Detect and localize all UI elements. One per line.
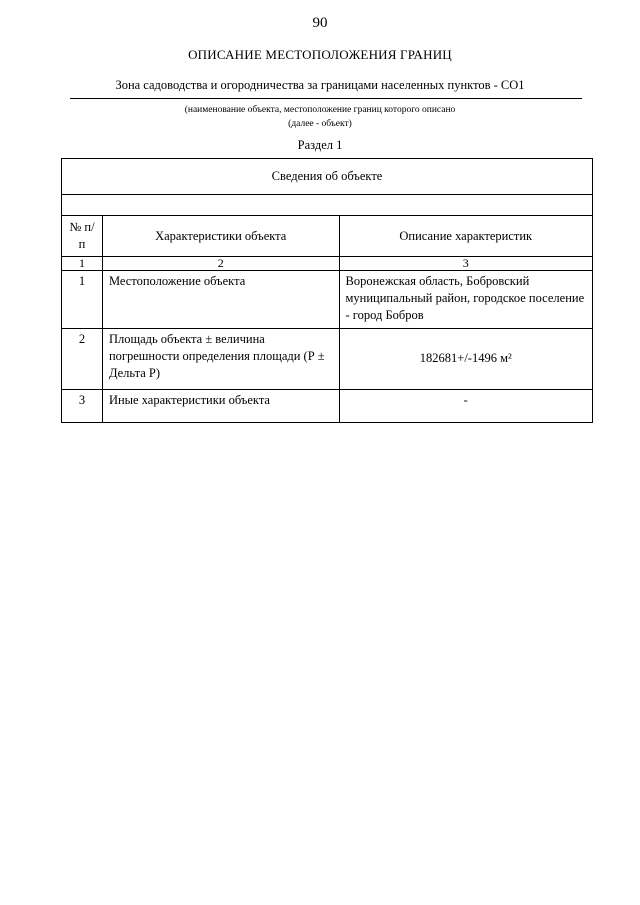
row-characteristic: Местоположение объекта	[102, 271, 339, 329]
col-number-2: 2	[102, 257, 339, 271]
row-characteristic: Иные характеристики объекта	[102, 390, 339, 423]
caption-line-1: (наименование объекта, местоположение границ которого описано	[184, 105, 456, 115]
row-description: -	[339, 390, 593, 423]
col-number-1: 1	[62, 257, 103, 271]
table-header: Сведения об объекте	[62, 159, 593, 195]
col-header-num: № п/п	[62, 216, 103, 257]
caption-line-2: (далее - объект)	[288, 119, 352, 129]
table-header-row	[62, 159, 593, 195]
column-numbers-row	[62, 257, 593, 271]
table-row	[62, 271, 593, 329]
col-header-characteristic: Характеристики объекта	[102, 216, 339, 257]
row-num: 1	[62, 271, 103, 329]
row-description: Воронежская область, Бобровский муниципальный район, городское поселение - город Бобров	[339, 271, 593, 329]
table-blank-cell	[62, 195, 593, 216]
table-row	[62, 329, 593, 390]
object-name-caption	[0, 103, 640, 131]
document-title: ОПИСАНИЕ МЕСТОПОЛОЖЕНИЯ ГРАНИЦ	[188, 47, 452, 62]
object-info-table	[61, 158, 593, 423]
table-blank-row	[62, 195, 593, 216]
col-header-description: Описание характеристик	[339, 216, 593, 257]
column-headers-row	[62, 216, 593, 257]
page-number: 90	[312, 15, 328, 31]
row-num: 2	[62, 329, 103, 390]
section-title: Раздел 1	[297, 138, 343, 152]
row-num: 3	[62, 390, 103, 423]
row-description: 182681+/-1496 м²	[339, 329, 593, 390]
row-characteristic: Площадь объекта ± величина погрешности определения площади (Р ± Дельта Р)	[102, 329, 339, 390]
object-name-underline	[70, 98, 582, 99]
object-name: Зона садоводства и огородничества за границами населенных пунктов - СО1	[115, 78, 525, 92]
col-number-3: 3	[339, 257, 593, 271]
table-row	[62, 390, 593, 423]
